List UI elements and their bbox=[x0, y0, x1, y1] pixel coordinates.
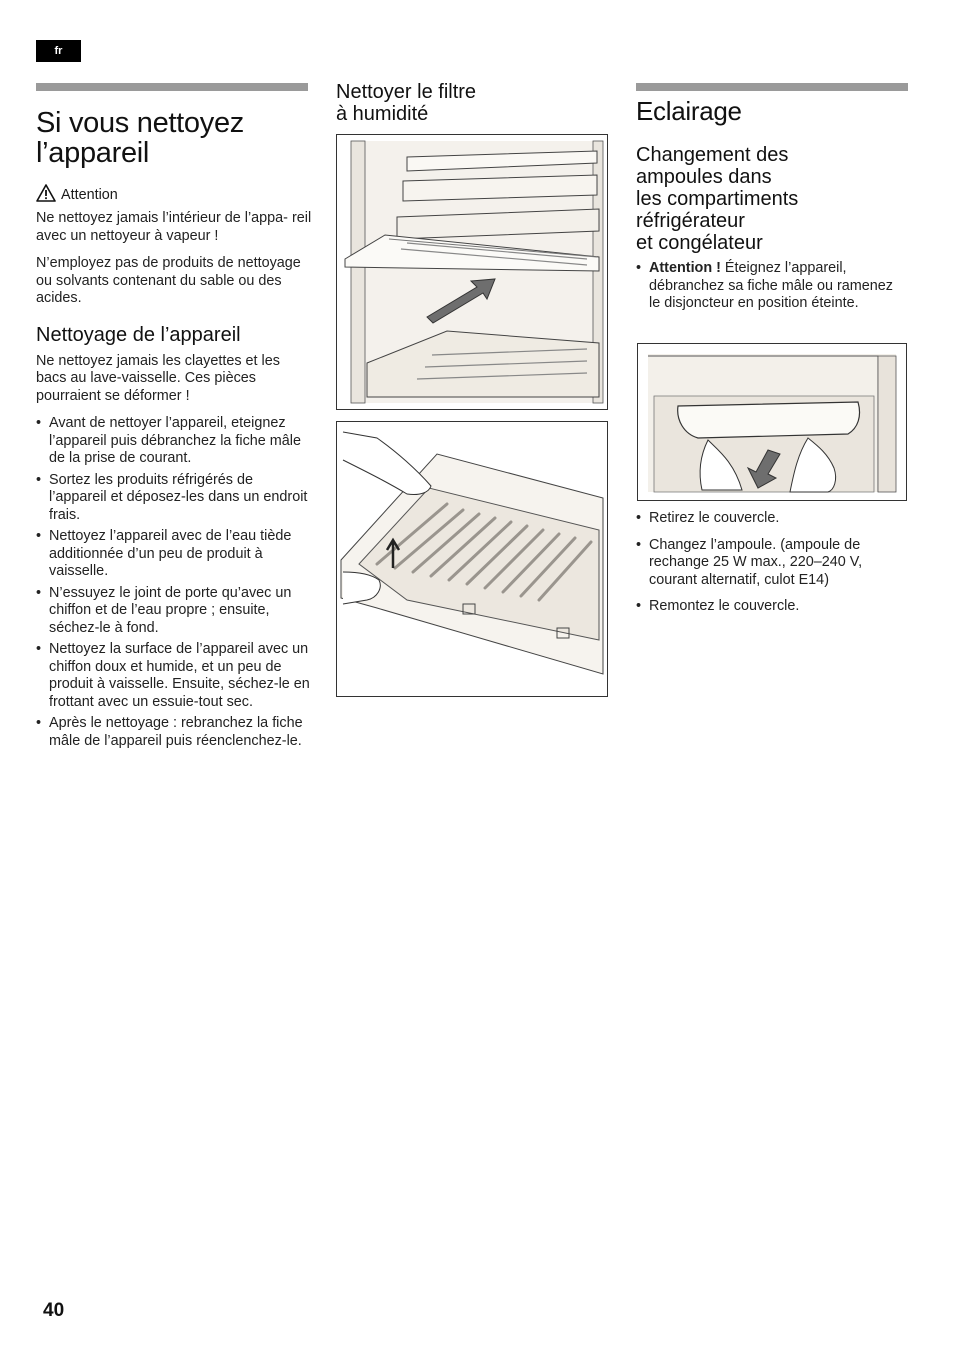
subtitle-line: ampoules dans bbox=[636, 166, 772, 188]
filter-title-line-1: Nettoyer le filtre bbox=[336, 81, 477, 103]
attention-paragraph-2: N’employez pas de produits de nettoyage ou solvants contenant du sable ou des acides. bbox=[36, 255, 301, 306]
attention-bold: Attention ! bbox=[649, 260, 721, 276]
subtitle-line: réfrigérateur bbox=[636, 210, 745, 232]
list-item: • Changez l’ampoule. (ampoule de rechange 25 W max., 220–240 V, courant alternatif, culot E14) bbox=[636, 537, 908, 590]
figure-shelf-removal bbox=[336, 134, 608, 410]
attention-item bbox=[636, 260, 908, 313]
attention-heading bbox=[36, 184, 312, 206]
list-item: • Avant de nettoyer l’appareil, eteignez l’appareil puis débranchez la fiche mâle de la prise de courant. bbox=[36, 415, 312, 468]
page-title bbox=[36, 108, 312, 168]
filter-title-line-2: à humidité bbox=[336, 103, 429, 125]
filter-title bbox=[336, 81, 608, 125]
subtitle-line: et congélateur bbox=[636, 232, 763, 254]
figure-filter-cover bbox=[336, 421, 608, 697]
lighting-subtitle bbox=[636, 144, 908, 254]
section-paragraph: Ne nettoyez jamais les clayettes et les bacs au lave-vaisselle. Ces pièces pourraient se déformer ! bbox=[36, 352, 280, 404]
warning-icon bbox=[36, 184, 56, 206]
title-line-2: l’appareil bbox=[36, 137, 150, 169]
figure-lamp-cover bbox=[637, 343, 907, 501]
section-rule-right bbox=[636, 83, 908, 91]
attention-list bbox=[636, 260, 908, 313]
right-steps bbox=[636, 510, 908, 620]
page-number: 40 bbox=[43, 1300, 65, 1321]
cleaning-steps-list bbox=[36, 415, 312, 750]
list-item: • Retirez le couvercle. bbox=[636, 510, 908, 528]
list-item: • Après le nettoyage : rebranchez la fiche mâle de l’appareil puis réenclenchez-le. bbox=[36, 715, 312, 750]
list-item: • Remontez le couvercle. bbox=[636, 598, 908, 616]
middle-column bbox=[336, 81, 608, 125]
section-title-cleaning: Nettoyage de l’appareil bbox=[36, 323, 241, 346]
section-rule-left bbox=[36, 83, 308, 91]
list-item: • Nettoyez l’appareil avec de l’eau tiède additionnée d’un peu de produit à vaisselle. bbox=[36, 528, 312, 581]
lamp-steps-list bbox=[636, 510, 908, 616]
subtitle-line: les compartiments bbox=[636, 188, 799, 210]
list-item: • N’essuyez le joint de porte qu’avec un chiffon et de l’eau propre ; ensuite, séchez-le à fond. bbox=[36, 585, 312, 638]
list-item: • Sortez les produits réfrigérés de l’appareil et déposez-les dans un endroit frais. bbox=[36, 472, 312, 525]
lamp-cover-illustration bbox=[638, 344, 906, 500]
attention-label: Attention bbox=[61, 187, 118, 203]
lighting-title: Eclairage bbox=[636, 96, 742, 126]
list-item: • Nettoyez la surface de l’appareil avec un chiffon doux et humide, et un peu de produit à vaisselle. Ensuite, séchez-le en frottant avec un essuie-tout sec. bbox=[36, 641, 312, 711]
title-line-1: Si vous nettoyez bbox=[36, 107, 244, 139]
language-tab: fr bbox=[36, 40, 81, 62]
attention-paragraph-1: Ne nettoyez jamais l’intérieur de l’appa- reil avec un nettoyeur à vapeur ! bbox=[36, 210, 312, 244]
attention-text: Éteignez l’appareil, débranchez sa fiche mâle ou ramenez le disjoncteur en position éteinte. bbox=[649, 260, 893, 311]
left-column bbox=[36, 108, 312, 754]
subtitle-line: Changement des bbox=[636, 144, 789, 166]
shelf-removal-illustration bbox=[337, 135, 607, 409]
filter-cover-illustration bbox=[337, 422, 607, 696]
right-column bbox=[636, 97, 908, 317]
